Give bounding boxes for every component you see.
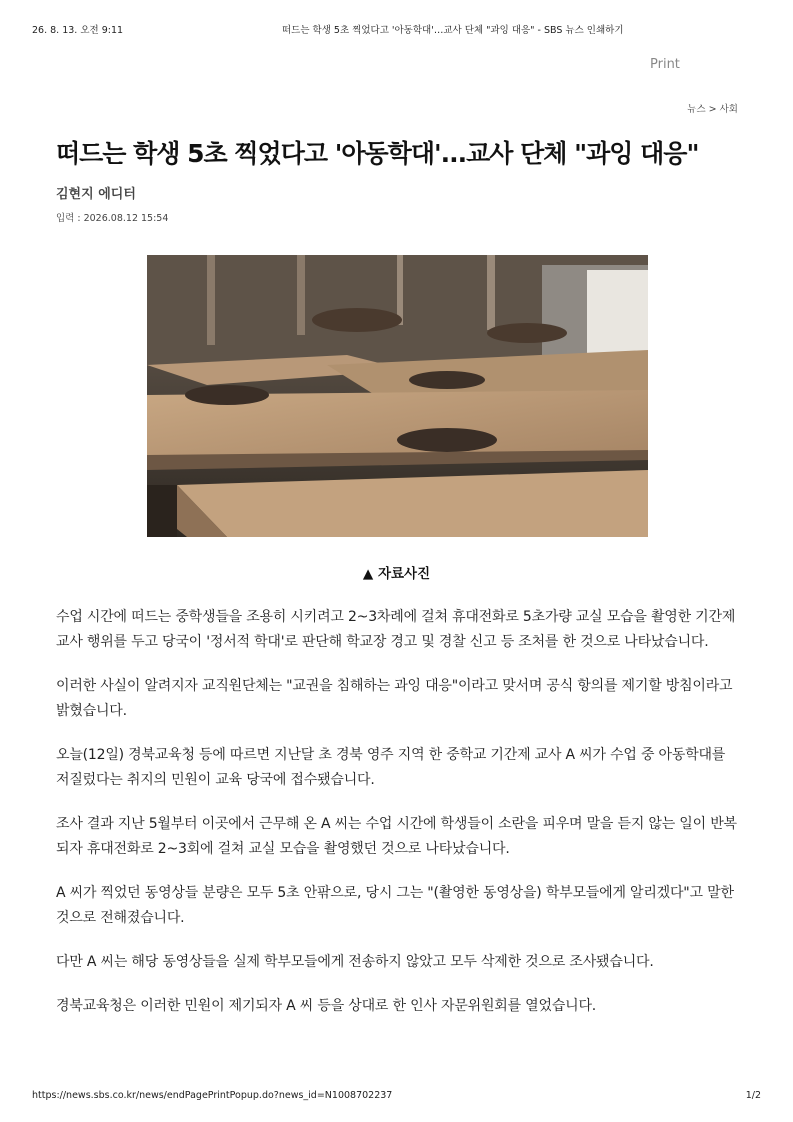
article-paragraph: 오늘(12일) 경북교육청 등에 따르면 지난달 초 경북 영주 지역 한 중학교 기간제 교사 A 씨가 수업 중 아동학대를 저질렀다는 취지의 민원이 교육 당국에 접수됐습니다. — [56, 747, 726, 788]
print-url: https://news.sbs.co.kr/news/endPagePrintPopup.do?news_id=N1008702237 — [32, 1090, 393, 1101]
breadcrumb[interactable]: 뉴스 > 사회 — [687, 104, 738, 115]
article-paragraph: 이러한 사실이 알려지자 교직원단체는 "교권을 침해하는 과잉 대응"이라고 맞서며 공식 항의를 제기할 방침이라고 밝혔습니다. — [56, 678, 733, 719]
article-paragraph: 경북교육청은 이러한 민원이 제기되자 A 씨 등을 상대로 한 인사 자문위원회를 열었습니다. — [56, 998, 597, 1014]
print-header — [32, 22, 761, 36]
article-paragraph: 조사 결과 지난 5월부터 이곳에서 근무해 온 A 씨는 수업 시간에 학생들이 소란을 피우며 말을 듣지 않는 일이 반복되자 휴대전화로 2~3회에 걸쳐 교실 모습을 촬영했던 것으로 나타났습니다. — [56, 816, 737, 857]
article-headline: 떠드는 학생 5초 찍었다고 '아동학대'...교사 단체 "과잉 대응" — [56, 139, 699, 168]
article-paragraph: A 씨가 찍었던 동영상들 분량은 모두 5초 안팎으로, 당시 그는 "(촬영한 동영상을) 학부모들에게 알리겠다"고 말한 것으로 전해졌습니다. — [56, 885, 734, 926]
print-date: 26. 8. 13. 오전 9:11 — [32, 25, 124, 36]
page-number: 1/2 — [745, 1090, 761, 1101]
photo-caption: ▲ 자료사진 — [362, 566, 431, 582]
article-photo — [147, 255, 648, 537]
article-body — [56, 605, 742, 1038]
article-author: 김현지 에디터 — [56, 187, 136, 202]
article-publish-date: 입력 : 2026.08.12 15:54 — [56, 213, 169, 224]
article-paragraph: 수업 시간에 떠드는 중학생들을 조용히 시키려고 2~3차례에 걸쳐 휴대전화로 5초가량 교실 모습을 촬영한 기간제교사 행위를 두고 당국이 '정서적 학대'로 판단해 학교장 경고 및 경찰 신고 등 조처를 한 것으로 나타났습니다. — [56, 609, 736, 650]
article-paragraph: 다만 A 씨는 해당 동영상들을 실제 학부모들에게 전송하지 않았고 모두 삭제한 것으로 조사됐습니다. — [56, 954, 654, 970]
print-button[interactable]: Print — [650, 57, 680, 72]
print-document-title: 떠드는 학생 5초 찍었다고 '아동학대'…교사 단체 "과잉 대응" - SBS 뉴스 인쇄하기 — [282, 25, 624, 36]
print-footer — [32, 1090, 761, 1104]
